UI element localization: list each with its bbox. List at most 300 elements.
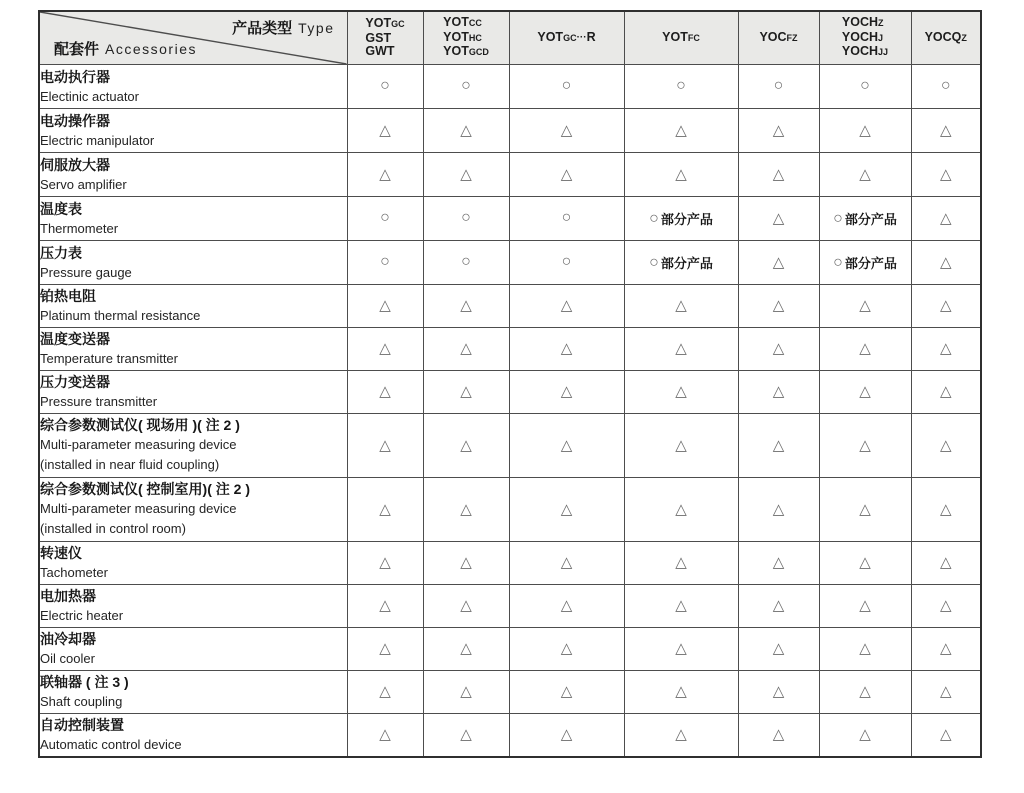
triangle-symbol: △	[859, 640, 871, 658]
row-label	[39, 478, 347, 542]
table-cell	[423, 414, 509, 478]
triangle-symbol: △	[859, 340, 871, 358]
triangle-symbol: △	[939, 253, 952, 271]
circle-symbol: ○	[561, 77, 572, 95]
table-cell	[911, 478, 981, 542]
triangle-symbol: △	[939, 297, 952, 315]
row-label-zh: 温度变送器	[40, 331, 110, 347]
table-cell	[819, 542, 911, 585]
table-cell	[347, 285, 423, 328]
triangle-symbol: △	[560, 554, 573, 572]
table-cell	[738, 153, 819, 197]
triangle-symbol: △	[675, 554, 687, 572]
table-body	[39, 65, 981, 757]
product-code-segment: GCD	[468, 47, 489, 58]
triangle-symbol: △	[460, 500, 472, 518]
row-label-zh: 自动控制装置	[40, 716, 124, 733]
table-cell	[738, 671, 819, 714]
product-code-segment: YOT	[443, 15, 469, 30]
product-code-segment: YOT	[443, 29, 469, 44]
table-cell	[624, 542, 738, 585]
table-cell	[423, 197, 509, 241]
partial-product-label: 部分产品	[660, 256, 713, 271]
table-cell	[423, 371, 509, 414]
triangle-symbol: △	[379, 554, 391, 572]
row-label-en: Multi-parameter measuring device	[40, 501, 237, 516]
table-cell	[911, 371, 981, 414]
table-cell	[347, 585, 423, 628]
table-cell	[819, 197, 911, 241]
product-code-segment: JJ	[878, 47, 889, 58]
circle-symbol: ○	[380, 253, 390, 271]
table-cell	[509, 241, 624, 285]
circle-symbol: ○	[940, 77, 951, 95]
table-cell	[509, 671, 624, 714]
product-code-segment: YOC	[759, 30, 787, 45]
table-cell	[738, 285, 819, 328]
table-cell	[819, 109, 911, 153]
row-label	[39, 371, 347, 414]
triangle-symbol: △	[379, 340, 391, 358]
product-code-segment: ···	[576, 32, 587, 44]
table-cell	[738, 65, 819, 109]
triangle-symbol: △	[675, 121, 687, 139]
triangle-symbol: △	[772, 209, 785, 227]
table-cell	[509, 414, 624, 478]
table-cell	[624, 109, 738, 153]
row-label	[39, 414, 347, 478]
triangle-symbol: △	[379, 121, 391, 139]
triangle-symbol: △	[772, 726, 785, 744]
triangle-symbol: △	[560, 500, 573, 518]
table-cell	[347, 153, 423, 197]
triangle-symbol: △	[859, 726, 871, 744]
partial-product-label: 部分产品	[660, 212, 713, 227]
row-label-zh: 油冷却器	[40, 631, 96, 647]
table-row	[39, 285, 981, 328]
triangle-symbol: △	[460, 297, 472, 315]
column-header-4	[738, 11, 819, 65]
triangle-symbol: △	[460, 597, 472, 615]
column-header-5	[819, 11, 911, 65]
triangle-symbol: △	[379, 683, 391, 701]
table-cell	[738, 542, 819, 585]
table-cell	[624, 241, 738, 285]
table-cell	[624, 371, 738, 414]
row-label-en: Tachometer	[40, 565, 108, 580]
table-cell	[423, 328, 509, 371]
table-cell	[347, 328, 423, 371]
triangle-symbol: △	[379, 436, 391, 454]
product-code-segment: YOCH	[841, 29, 879, 44]
table-cell	[738, 585, 819, 628]
triangle-symbol: △	[675, 436, 687, 454]
row-label	[39, 585, 347, 628]
table-cell	[509, 65, 624, 109]
triangle-symbol: △	[379, 297, 391, 315]
triangle-symbol: △	[675, 683, 687, 701]
table-cell	[423, 65, 509, 109]
table-cell	[624, 414, 738, 478]
triangle-symbol: △	[675, 726, 687, 744]
circle-symbol: ○	[380, 209, 390, 227]
table-row	[39, 65, 981, 109]
table-cell	[819, 65, 911, 109]
table-cell	[509, 285, 624, 328]
row-label	[39, 241, 347, 285]
circle-symbol: ○	[380, 77, 390, 95]
table-cell	[738, 371, 819, 414]
triangle-symbol: △	[460, 121, 472, 139]
product-code-segment: GC	[563, 33, 577, 44]
table-cell	[624, 628, 738, 671]
circle-symbol: ○	[833, 253, 843, 271]
row-label-zh: 电动操作器	[40, 112, 110, 129]
row-label-en: Pressure gauge	[40, 264, 132, 280]
triangle-symbol: △	[772, 640, 785, 658]
product-code-segment: GC	[391, 19, 405, 30]
triangle-symbol: △	[939, 383, 952, 401]
table-cell	[509, 153, 624, 197]
table-cell	[624, 197, 738, 241]
triangle-symbol: △	[560, 726, 573, 744]
triangle-symbol: △	[675, 383, 687, 401]
table-row	[39, 328, 981, 371]
triangle-symbol: △	[772, 683, 785, 701]
row-label-en: Electinic actuator	[40, 88, 139, 104]
table-cell	[347, 414, 423, 478]
table-cell	[509, 478, 624, 542]
triangle-symbol: △	[859, 383, 871, 401]
partial-product-label: 部分产品	[844, 256, 897, 271]
triangle-symbol: △	[379, 383, 391, 401]
table-cell	[819, 714, 911, 757]
table-cell	[738, 109, 819, 153]
triangle-symbol: △	[560, 683, 573, 701]
table-cell	[624, 285, 738, 328]
table-cell	[819, 153, 911, 197]
row-label-en: (installed in near fluid coupling)	[40, 457, 220, 472]
triangle-symbol: △	[675, 597, 687, 615]
triangle-symbol: △	[772, 554, 785, 572]
row-label-en: Servo amplifier	[40, 176, 127, 192]
table-cell	[738, 328, 819, 371]
product-code-segment: HC	[468, 32, 482, 43]
triangle-symbol: △	[939, 640, 952, 658]
triangle-symbol: △	[772, 436, 785, 454]
product-code-segment: J	[878, 32, 884, 43]
product-code-segment: YOCH	[841, 44, 879, 59]
triangle-symbol: △	[560, 121, 573, 139]
circle-symbol: ○	[461, 253, 471, 271]
table-cell	[624, 714, 738, 757]
table-cell	[423, 542, 509, 585]
table-cell	[911, 109, 981, 153]
table-cell	[738, 241, 819, 285]
row-label	[39, 153, 347, 197]
product-code-segment: FC	[687, 33, 700, 44]
triangle-symbol: △	[859, 297, 871, 315]
circle-symbol: ○	[461, 209, 471, 227]
product-code-segment: R	[586, 30, 596, 45]
table-cell	[738, 628, 819, 671]
triangle-symbol: △	[460, 726, 472, 744]
triangle-symbol: △	[772, 253, 785, 271]
product-code-segment: YOCQ	[924, 30, 962, 45]
row-label-zh: 铂热电阻	[40, 288, 96, 304]
row-label-zh: 电动执行器	[40, 68, 110, 85]
table-cell	[624, 671, 738, 714]
triangle-symbol: △	[859, 597, 871, 615]
triangle-symbol: △	[859, 165, 871, 183]
product-code-segment: Z	[878, 18, 884, 29]
row-label-en: Multi-parameter measuring device	[40, 437, 237, 452]
row-label-en: Automatic control device	[40, 736, 182, 752]
table-cell	[423, 585, 509, 628]
table-cell	[911, 328, 981, 371]
triangle-symbol: △	[939, 726, 952, 744]
row-label-en: Oil cooler	[40, 651, 95, 666]
triangle-symbol: △	[772, 165, 785, 183]
product-type-label-zh: 产品类型	[232, 20, 293, 37]
product-code-segment: FZ	[786, 33, 798, 44]
table-cell	[738, 197, 819, 241]
table-cell	[423, 109, 509, 153]
row-label-zh: 温度表	[40, 200, 82, 217]
triangle-symbol: △	[772, 297, 785, 315]
circle-symbol: ○	[833, 209, 843, 227]
table-cell	[819, 414, 911, 478]
triangle-symbol: △	[560, 165, 573, 183]
table-row	[39, 542, 981, 585]
table-cell	[911, 153, 981, 197]
triangle-symbol: △	[772, 597, 785, 615]
triangle-symbol: △	[675, 297, 687, 315]
row-label	[39, 671, 347, 714]
row-label-en: Shaft coupling	[40, 694, 123, 709]
triangle-symbol: △	[772, 500, 785, 518]
product-type-label-en: Type	[298, 20, 335, 36]
triangle-symbol: △	[939, 597, 952, 615]
row-label	[39, 197, 347, 241]
row-label-zh: 电加热器	[40, 588, 96, 604]
accessories-label-zh: 配套件	[54, 41, 100, 58]
table-cell	[423, 285, 509, 328]
triangle-symbol: △	[772, 383, 785, 401]
table-cell	[509, 328, 624, 371]
row-label-en: Pressure transmitter	[40, 394, 158, 409]
table-cell	[347, 65, 423, 109]
table-row	[39, 671, 981, 714]
row-label-zh: 联轴器 ( 注 3 )	[40, 674, 129, 690]
row-label-zh: 综合参数测试仪( 控制室用)( 注 2 )	[40, 481, 250, 497]
product-code-segment: YOT	[537, 30, 564, 45]
table-cell	[509, 585, 624, 628]
triangle-symbol: △	[560, 297, 573, 315]
column-header-0	[347, 11, 423, 65]
circle-symbol: ○	[676, 77, 686, 95]
circle-symbol: ○	[773, 77, 784, 95]
triangle-symbol: △	[859, 500, 871, 518]
triangle-symbol: △	[859, 554, 871, 572]
row-label-en: Temperature transmitter	[40, 351, 178, 366]
row-label	[39, 285, 347, 328]
triangle-symbol: △	[859, 436, 871, 454]
triangle-symbol: △	[460, 436, 472, 454]
triangle-symbol: △	[379, 500, 391, 518]
table-row	[39, 109, 981, 153]
table-cell	[347, 671, 423, 714]
table-row	[39, 153, 981, 197]
triangle-symbol: △	[560, 340, 573, 358]
triangle-symbol: △	[460, 683, 472, 701]
table-cell	[347, 714, 423, 757]
partial-product-label: 部分产品	[844, 212, 897, 227]
product-code-segment: YOCH	[841, 15, 879, 30]
row-label-en: Electric heater	[40, 608, 124, 623]
triangle-symbol: △	[675, 340, 687, 358]
table-cell	[624, 585, 738, 628]
product-type-header	[232, 17, 334, 38]
row-label-zh: 转速仪	[40, 545, 82, 561]
circle-symbol: ○	[860, 77, 870, 95]
row-label-en: Platinum thermal resistance	[40, 308, 201, 323]
table-cell	[423, 628, 509, 671]
triangle-symbol: △	[379, 726, 391, 744]
table-cell	[423, 241, 509, 285]
product-code-segment: YOT	[662, 30, 688, 45]
table-row	[39, 414, 981, 478]
product-code-segment: GST	[365, 30, 392, 45]
table-cell	[819, 328, 911, 371]
triangle-symbol: △	[939, 500, 952, 518]
table-cell	[819, 478, 911, 542]
row-label	[39, 65, 347, 109]
triangle-symbol: △	[460, 383, 472, 401]
table-cell	[509, 542, 624, 585]
triangle-symbol: △	[859, 121, 871, 139]
table-row	[39, 371, 981, 414]
table-cell	[911, 241, 981, 285]
column-header-3	[624, 11, 738, 65]
row-label-en: Thermometer	[40, 220, 119, 236]
table-cell	[347, 241, 423, 285]
table-row	[39, 628, 981, 671]
triangle-symbol: △	[675, 165, 687, 183]
table-cell	[509, 628, 624, 671]
triangle-symbol: △	[939, 340, 952, 358]
table-cell	[624, 328, 738, 371]
triangle-symbol: △	[939, 436, 952, 454]
table-cell	[624, 153, 738, 197]
column-header-2	[509, 11, 624, 65]
table-cell	[509, 197, 624, 241]
table-cell	[911, 714, 981, 757]
triangle-symbol: △	[675, 640, 687, 658]
table-cell	[911, 197, 981, 241]
product-code-segment: CC	[468, 18, 482, 29]
row-label-en: (installed in control room)	[40, 521, 186, 536]
table-cell	[509, 714, 624, 757]
row-label-en: Electric manipulator	[40, 132, 155, 148]
table-cell	[911, 285, 981, 328]
table-cell	[911, 671, 981, 714]
triangle-symbol: △	[379, 597, 391, 615]
table-cell	[624, 65, 738, 109]
product-code-segment: YOT	[443, 44, 469, 59]
triangle-symbol: △	[379, 640, 391, 658]
triangle-symbol: △	[939, 683, 952, 701]
table-cell	[819, 585, 911, 628]
row-label-zh: 伺服放大器	[40, 156, 110, 173]
column-header-1	[423, 11, 509, 65]
product-code-segment: GWT	[365, 44, 395, 59]
row-label-zh: 综合参数测试仪( 现场用 )( 注 2 )	[40, 417, 240, 433]
table-cell	[911, 65, 981, 109]
table-cell	[911, 414, 981, 478]
table-cell	[911, 542, 981, 585]
table-cell	[624, 478, 738, 542]
table-row	[39, 241, 981, 285]
triangle-symbol: △	[460, 554, 472, 572]
row-label	[39, 328, 347, 371]
table-row	[39, 714, 981, 757]
table-cell	[423, 478, 509, 542]
table-cell	[911, 585, 981, 628]
triangle-symbol: △	[460, 340, 472, 358]
table-cell	[819, 241, 911, 285]
circle-symbol: ○	[561, 253, 572, 271]
table-cell	[347, 371, 423, 414]
table-cell	[347, 478, 423, 542]
table-cell	[423, 714, 509, 757]
circle-symbol: ○	[649, 253, 659, 271]
triangle-symbol: △	[560, 436, 573, 454]
product-code-segment: YOT	[365, 16, 392, 31]
triangle-symbol: △	[675, 500, 687, 518]
table-row	[39, 478, 981, 542]
row-label-zh: 压力表	[40, 244, 82, 261]
table-row	[39, 197, 981, 241]
triangle-symbol: △	[939, 121, 952, 139]
table-cell	[347, 109, 423, 153]
table-cell	[423, 153, 509, 197]
table-row	[39, 585, 981, 628]
accessories-header	[54, 38, 197, 59]
triangle-symbol: △	[379, 165, 391, 183]
table-cell	[347, 197, 423, 241]
table-cell	[819, 371, 911, 414]
circle-symbol: ○	[649, 209, 659, 227]
table-cell	[423, 671, 509, 714]
triangle-symbol: △	[939, 554, 952, 572]
triangle-symbol: △	[460, 640, 472, 658]
table-cell	[738, 414, 819, 478]
row-label	[39, 714, 347, 757]
row-label	[39, 542, 347, 585]
table-cell	[819, 671, 911, 714]
column-header-6	[911, 11, 981, 65]
table-cell	[738, 714, 819, 757]
accessories-label-en: Accessories	[105, 41, 197, 57]
triangle-symbol: △	[939, 165, 952, 183]
table-cell	[509, 109, 624, 153]
circle-symbol: ○	[561, 209, 572, 227]
triangle-symbol: △	[772, 340, 785, 358]
row-label-zh: 压力变送器	[40, 374, 110, 390]
table-cell	[347, 628, 423, 671]
table-cell	[819, 628, 911, 671]
